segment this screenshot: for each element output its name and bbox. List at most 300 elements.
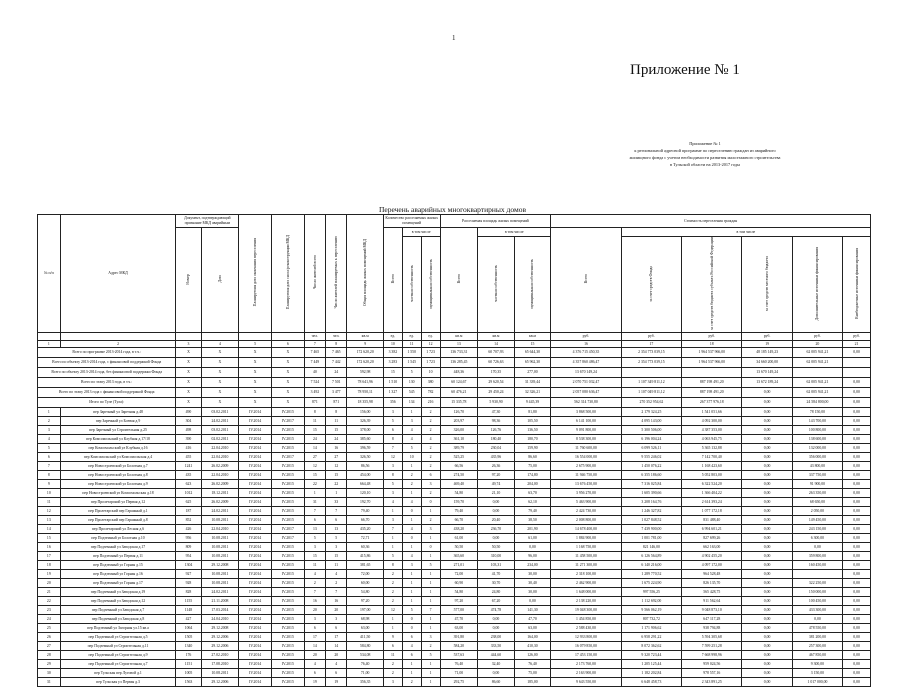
header-doc-number: Номер — [176, 228, 201, 333]
row-cell: 427 — [176, 615, 201, 624]
row-cell: 0 — [402, 507, 421, 516]
row-cell: 1 — [402, 660, 421, 669]
table-row — [38, 561, 871, 570]
row-cell: 0,00 — [742, 588, 792, 597]
row-cell: 149 450,00 — [792, 516, 842, 525]
row-cell: 30,40 — [514, 579, 551, 588]
row-cell: 1155 — [176, 597, 201, 606]
unit-cell: чел. — [304, 333, 325, 341]
row-cell: 03.02.2011 — [201, 408, 239, 417]
row-cell: 27 — [326, 453, 347, 462]
row-cell: 29.12.2006 — [201, 678, 239, 687]
header-area-private: частная собственность — [478, 237, 514, 333]
row-cell: 391,80 — [440, 633, 478, 642]
summary-cell: 1 510 — [383, 378, 402, 388]
row-cell: 0,00 — [843, 435, 871, 444]
row-cell: 6 — [383, 426, 402, 435]
summary-cell: 13 670 149,24 — [742, 368, 792, 378]
row-address: пер Подземный ул Строительная д.7 — [60, 660, 176, 669]
col-number: 10 — [383, 341, 402, 348]
summary-cell: 3 492 — [304, 388, 325, 398]
row-cell: IV.2015 — [271, 516, 304, 525]
row-cell: 0,00 — [843, 597, 871, 606]
row-cell: 7 439 900,00 — [621, 525, 681, 534]
summary-cell: X — [201, 348, 239, 358]
table-row — [38, 660, 871, 669]
row-cell: 50,50 — [440, 543, 478, 552]
summary-cell: X — [201, 358, 239, 368]
row-cell: 6 140 216,00 — [621, 561, 681, 570]
summary-cell: 380 — [421, 378, 440, 388]
row-cell: 1 — [421, 507, 440, 516]
summary-cell: 5 — [402, 368, 421, 378]
row-cell: 1 — [421, 579, 440, 588]
table-row — [38, 525, 871, 534]
row-cell: 292,75 — [440, 678, 478, 687]
header-residents: Число жителей всего — [304, 215, 325, 333]
summary-cell: 172 620,20 — [347, 348, 383, 358]
row-cell: 11 — [326, 561, 347, 570]
row-cell: IV.2015 — [271, 678, 304, 687]
row-cell: 0,00 — [742, 489, 792, 498]
row-cell: 534,08 — [347, 651, 383, 660]
row-cell: 6 958 291,22 — [621, 633, 681, 642]
summary-cell: 1 964 537 966,00 — [682, 348, 742, 358]
list-title: Перечень аварийных многоквартирных домов — [379, 205, 526, 214]
row-cell: 928 — [176, 579, 201, 588]
row-cell: 76,40 — [347, 660, 383, 669]
summary-cell: 2 070 751 032,47 — [551, 378, 621, 388]
row-cell: 1 — [402, 543, 421, 552]
col-number: 13 — [440, 341, 478, 348]
row-cell: 454,00 — [347, 471, 383, 480]
row-cell: 0,00 — [742, 507, 792, 516]
row-cell: 7 142 700,40 — [682, 453, 742, 462]
row-cell: 17 — [304, 633, 325, 642]
summary-cell: 1 723 — [421, 358, 440, 368]
row-cell: IV.2014 — [239, 570, 272, 579]
row-cell: 389,79 — [440, 444, 478, 453]
row-cell: 0,00 — [843, 633, 871, 642]
summary-cell: 1 327 — [383, 388, 402, 398]
summary-cell: X — [201, 398, 239, 408]
row-cell: 24.02.2011 — [201, 507, 239, 516]
row-cell: 29.12.2008 — [201, 624, 239, 633]
unit-cell: ед. — [383, 333, 402, 341]
row-cell: 3 — [421, 480, 440, 489]
row-cell: 0,00 — [742, 624, 792, 633]
row-cell: 2 — [402, 678, 421, 687]
row-cell: 0,00 — [843, 480, 871, 489]
summary-cell: X — [201, 368, 239, 378]
summary-cell: 60 476,21 — [440, 388, 478, 398]
row-cell: 71,00 — [440, 669, 478, 678]
summary-rows — [38, 348, 871, 408]
row-cell: IV.2015 — [271, 588, 304, 597]
summary-cell: Х — [176, 398, 201, 408]
summary-cell: 24 584 800,00 — [792, 398, 842, 408]
row-cell: 103,31 — [478, 561, 514, 570]
summary-cell: 270 352 954,62 — [621, 398, 681, 408]
summary-cell: 62 005 941,21 — [792, 358, 842, 368]
row-cell: 274,50 — [440, 471, 478, 480]
row-cell: 6 126 564,89 — [621, 552, 681, 561]
row-cell: 478 550,00 — [792, 624, 842, 633]
summary-cell: 40 — [304, 368, 325, 378]
row-cell: 2 163 900,00 — [551, 669, 621, 678]
summary-cell: 5 930,90 — [478, 398, 514, 408]
row-cell: 8 — [383, 471, 402, 480]
row-cell: 1 — [402, 462, 421, 471]
row-number: 18 — [38, 561, 61, 570]
row-number: 28 — [38, 651, 61, 660]
appendix-line: Приложение № 1 — [689, 141, 721, 146]
row-cell: 47,30 — [478, 408, 514, 417]
row-cell: 2 008 800,00 — [551, 516, 621, 525]
row-cell: 416 — [176, 444, 201, 453]
row-number: 31 — [38, 678, 61, 687]
row-cell: 415,86 — [347, 552, 383, 561]
row-cell: 26.02.2009 — [201, 498, 239, 507]
row-cell: 66,70 — [347, 516, 383, 525]
summary-cell: Х — [271, 368, 304, 378]
row-cell: 20 — [326, 606, 347, 615]
row-cell: 60,36 — [347, 543, 383, 552]
row-cell: 78 150,00 — [792, 408, 842, 417]
row-cell: 10 — [402, 453, 421, 462]
row-cell: 0,00 — [843, 624, 871, 633]
row-cell: IV.2014 — [239, 426, 272, 435]
row-number: 13 — [38, 516, 61, 525]
row-cell: 238,00 — [478, 633, 514, 642]
header-planned-demolition: Планируемая дата сноса/реконструкции МКД — [271, 215, 304, 333]
row-cell: 47,70 — [514, 615, 551, 624]
summary-cell: 78 950,11 — [347, 388, 383, 398]
row-cell: 0,00 — [514, 597, 551, 606]
row-cell: 1 — [421, 570, 440, 579]
header-document: Документ, подтверждающий признание МКД аварийным — [176, 215, 239, 228]
summary-cell: 60 726,63 — [478, 358, 514, 368]
row-cell: 390 — [176, 435, 201, 444]
row-cell: 1 — [383, 543, 402, 552]
row-cell: 0,00 — [843, 489, 871, 498]
row-cell: 1012 — [176, 489, 201, 498]
row-cell: 584,80 — [347, 642, 383, 651]
row-cell: IV.2014 — [239, 588, 272, 597]
row-cell: 525,25 — [440, 453, 478, 462]
row-cell: 79,40 — [514, 507, 551, 516]
row-cell: IV.2015 — [271, 480, 304, 489]
table-header — [38, 215, 871, 348]
row-cell: 0,00 — [843, 453, 871, 462]
summary-cell: Х — [239, 358, 272, 368]
row-cell: 2 — [383, 588, 402, 597]
summary-label: Всего по этапу 2013 года с финансовой поддержкой Фонда — [38, 388, 176, 398]
row-cell: 964 528,48 — [682, 570, 742, 579]
row-cell: 10.08.2011 — [201, 570, 239, 579]
summary-cell: 0,00 — [742, 398, 792, 408]
row-cell: IV.2017 — [271, 417, 304, 426]
row-cell: 444,60 — [478, 651, 514, 660]
row-cell: 0,00 — [742, 678, 792, 687]
header-cost-local: за счет средств местного бюджета — [742, 237, 792, 333]
row-cell: 1 — [383, 534, 402, 543]
row-cell: 2 — [421, 516, 440, 525]
row-address: пер Новостроевский ул Болотная д.7 — [60, 462, 176, 471]
row-cell: 11 946 750,00 — [551, 471, 621, 480]
row-cell: 97,20 — [347, 597, 383, 606]
row-cell: 2 — [383, 579, 402, 588]
row-cell: 2 138 220,00 — [551, 597, 621, 606]
row-number: 8 — [38, 471, 61, 480]
row-cell: 5 594 305,68 — [682, 633, 742, 642]
row-cell: 156,00 — [347, 408, 383, 417]
row-cell: 565 428,75 — [682, 588, 742, 597]
table-row — [38, 579, 871, 588]
row-cell: 396,59 — [347, 444, 383, 453]
row-number: 14 — [38, 525, 61, 534]
row-cell: 1 017 000,00 — [792, 678, 842, 687]
row-cell: IV.2015 — [271, 615, 304, 624]
row-cell: 831 488,40 — [682, 516, 742, 525]
row-cell: 1 205 125,44 — [621, 660, 681, 669]
row-cell: 1 182 202,84 — [621, 669, 681, 678]
unit-cell: руб. — [843, 333, 871, 341]
row-cell: 0,00 — [742, 444, 792, 453]
row-cell: 1 168 423,60 — [682, 462, 742, 471]
row-cell: 662 163,00 — [682, 543, 742, 552]
summary-cell: Х — [271, 348, 304, 358]
row-cell: 3 — [383, 408, 402, 417]
row-cell: 27.02.2010 — [201, 651, 239, 660]
row-cell: IV.2015 — [271, 408, 304, 417]
table-row — [38, 471, 871, 480]
row-cell: 6 300,00 — [792, 534, 842, 543]
row-number: 24 — [38, 615, 61, 624]
row-cell: 0,00 — [843, 588, 871, 597]
col-number: 8 — [326, 341, 347, 348]
row-cell: IV.2015 — [271, 543, 304, 552]
row-cell: 4 — [402, 525, 421, 534]
table-row — [38, 516, 871, 525]
row-cell: 11 — [326, 417, 347, 426]
row-address: пер Подземный ул Горная д.15 — [60, 561, 176, 570]
row-cell: 577,00 — [440, 606, 478, 615]
row-cell: 61,00 — [440, 534, 478, 543]
summary-cell: 1 964 537 966,00 — [682, 358, 742, 368]
row-cell: 0,00 — [742, 642, 792, 651]
row-cell: 3 — [383, 678, 402, 687]
column-numbers-row — [38, 341, 871, 348]
row-cell: 3 868 500,00 — [551, 408, 621, 417]
row-cell: 411,50 — [347, 633, 383, 642]
header-address: Адрес МКД — [60, 215, 176, 333]
summary-cell: 0,00 — [742, 388, 792, 398]
row-cell: 3 956 270,00 — [551, 489, 621, 498]
table-row — [38, 678, 871, 687]
summary-cell: Х — [271, 388, 304, 398]
row-cell: 197,00 — [347, 606, 383, 615]
row-cell: 4 — [304, 660, 325, 669]
row-cell: 381 200,00 — [792, 633, 842, 642]
row-cell: 0,00 — [742, 453, 792, 462]
table-row — [38, 588, 871, 597]
row-cell: 9 — [383, 633, 402, 642]
summary-row — [38, 358, 871, 368]
row-cell: 326,00 — [440, 426, 478, 435]
row-cell: 7 668 998,96 — [682, 651, 742, 660]
row-cell: 6 355 186,60 — [621, 471, 681, 480]
header-planned-resettlement: Планируемая дата окончания переселения — [239, 215, 272, 333]
table-row — [38, 480, 871, 489]
row-cell: 0,00 — [742, 471, 792, 480]
row-cell: 828 — [176, 588, 201, 597]
summary-cell: 2 057 080 636,47 — [551, 388, 621, 398]
row-cell: 956 — [176, 534, 201, 543]
row-cell: 81,80 — [514, 408, 551, 417]
unit-cell: руб. — [551, 333, 621, 341]
row-cell: IV.2014 — [239, 579, 272, 588]
row-cell: 126,76 — [478, 426, 514, 435]
row-cell: 3 — [383, 516, 402, 525]
summary-cell: Х — [239, 378, 272, 388]
header-doc-date: Дата — [201, 228, 239, 333]
row-cell: 1 675 224,90 — [621, 579, 681, 588]
appendix-line: в Тульской области на 2013-2017 годы — [669, 162, 741, 167]
row-cell: IV.2014 — [239, 516, 272, 525]
row-cell: 159,90 — [514, 444, 551, 453]
row-cell: 6 — [383, 642, 402, 651]
row-cell: 22 — [326, 480, 347, 489]
row-cell: 86,60 — [478, 678, 514, 687]
row-cell: 54,80 — [440, 489, 478, 498]
summary-cell: 0,00 — [843, 398, 871, 408]
row-cell: IV.2015 — [271, 669, 304, 678]
row-cell: 1 — [421, 678, 440, 687]
row-cell: 365,60 — [440, 552, 478, 561]
table-row — [38, 633, 871, 642]
summary-cell: 7 524 — [304, 378, 325, 388]
table-row — [38, 534, 871, 543]
row-cell: 1 027 848,52 — [621, 516, 681, 525]
summary-cell: 7 442 — [326, 358, 347, 368]
row-cell: IV.2015 — [271, 651, 304, 660]
row-cell: 15 — [304, 426, 325, 435]
header-cost: Стоимость переселения граждан — [551, 215, 871, 228]
appendix-approval-block — [600, 140, 810, 168]
row-number: 2 — [38, 417, 61, 426]
row-cell: 10.08.2011 — [201, 516, 239, 525]
row-number: 22 — [38, 597, 61, 606]
row-cell: 68,98 — [347, 615, 383, 624]
row-cell: 359 800,00 — [792, 552, 842, 561]
row-cell: 30,00 — [514, 588, 551, 597]
summary-cell: 65 644,30 — [514, 348, 551, 358]
row-cell: 1 001 781,00 — [621, 534, 681, 543]
row-cell: 203,97 — [440, 417, 478, 426]
row-cell: 2 — [383, 597, 402, 606]
row-cell: 31 — [304, 498, 325, 507]
col-number: 20 — [792, 341, 842, 348]
row-cell: 664,48 — [347, 480, 383, 489]
summary-cell: 871 — [326, 398, 347, 408]
row-cell: 19 — [326, 678, 347, 687]
row-cell: 1 — [421, 552, 440, 561]
row-cell: 0,00 — [742, 552, 792, 561]
row-cell: 1 — [326, 489, 347, 498]
row-cell: 0 — [421, 498, 440, 507]
row-cell: 20 — [304, 651, 325, 660]
row-number: 20 — [38, 579, 61, 588]
row-cell: 160 450,00 — [792, 561, 842, 570]
row-cell: 3 — [304, 615, 325, 624]
unit-cell: чел. — [326, 333, 347, 341]
summary-cell: 34 660 200,00 — [742, 358, 792, 368]
row-cell: 7 — [421, 606, 440, 615]
col-number: 21 — [843, 341, 871, 348]
row-cell: 381,65 — [347, 561, 383, 570]
row-cell: 19 — [304, 678, 325, 687]
row-address: пер Подземный ул Заводская д.17 — [60, 543, 176, 552]
row-cell: IV.2015 — [271, 633, 304, 642]
row-cell: 2 — [421, 426, 440, 435]
row-cell: 16 554 000,00 — [551, 453, 621, 462]
row-cell: 490 — [176, 408, 201, 417]
row-cell: 7 — [304, 507, 325, 516]
row-cell: 29.12.2006 — [201, 633, 239, 642]
row-cell: 6 994 601,21 — [682, 525, 742, 534]
summary-cell: 1 107 049 811,12 — [621, 388, 681, 398]
row-cell: 2 050,00 — [792, 507, 842, 516]
row-cell: IV.2014 — [239, 642, 272, 651]
summary-cell: 7 465 — [326, 348, 347, 358]
row-cell: 322 250,00 — [792, 579, 842, 588]
row-cell: 86,56 — [347, 462, 383, 471]
unit-cell: ед. — [402, 333, 421, 341]
row-cell: 0,00 — [843, 426, 871, 435]
summary-cell: 887 198 491,20 — [682, 388, 742, 398]
row-cell: 63,00 — [440, 624, 478, 633]
row-cell: 60,90 — [440, 579, 478, 588]
summary-label: Всего по этапу 2013 года, в т.ч.: — [38, 378, 176, 388]
row-cell: 5 — [383, 417, 402, 426]
row-cell: 1148 — [176, 606, 201, 615]
summary-row — [38, 388, 871, 398]
row-cell: IV.2014 — [239, 453, 272, 462]
row-cell: 435,96 — [478, 453, 514, 462]
row-cell: 0,00 — [478, 534, 514, 543]
row-cell: 4 — [326, 660, 347, 669]
row-cell: 435,20 — [347, 525, 383, 534]
row-cell: 38,50 — [514, 516, 551, 525]
row-cell: 68 650,00 — [792, 498, 842, 507]
row-address: пер Новостроевский ул Болотная д.8 — [60, 471, 176, 480]
row-cell: IV.2014 — [239, 489, 272, 498]
appendix-line: жилищного фонда с учетом необходимости развития малоэтажного строительства — [629, 155, 781, 160]
row-cell: IV.2014 — [239, 597, 272, 606]
row-cell: 141,30 — [514, 606, 551, 615]
row-cell: 15 — [304, 471, 325, 480]
row-cell: 821 146,00 — [621, 543, 681, 552]
row-cell: 4 — [402, 552, 421, 561]
row-cell: 0,00 — [742, 534, 792, 543]
row-cell: 16 — [326, 597, 347, 606]
row-cell: 2 588 430,00 — [551, 624, 621, 633]
row-cell: 0,00 — [843, 669, 871, 678]
row-cell: 30,00 — [514, 570, 551, 579]
row-cell: 100 800,00 — [792, 426, 842, 435]
header-rooms-count: Количество расселяемых жилых помещений — [383, 215, 440, 228]
